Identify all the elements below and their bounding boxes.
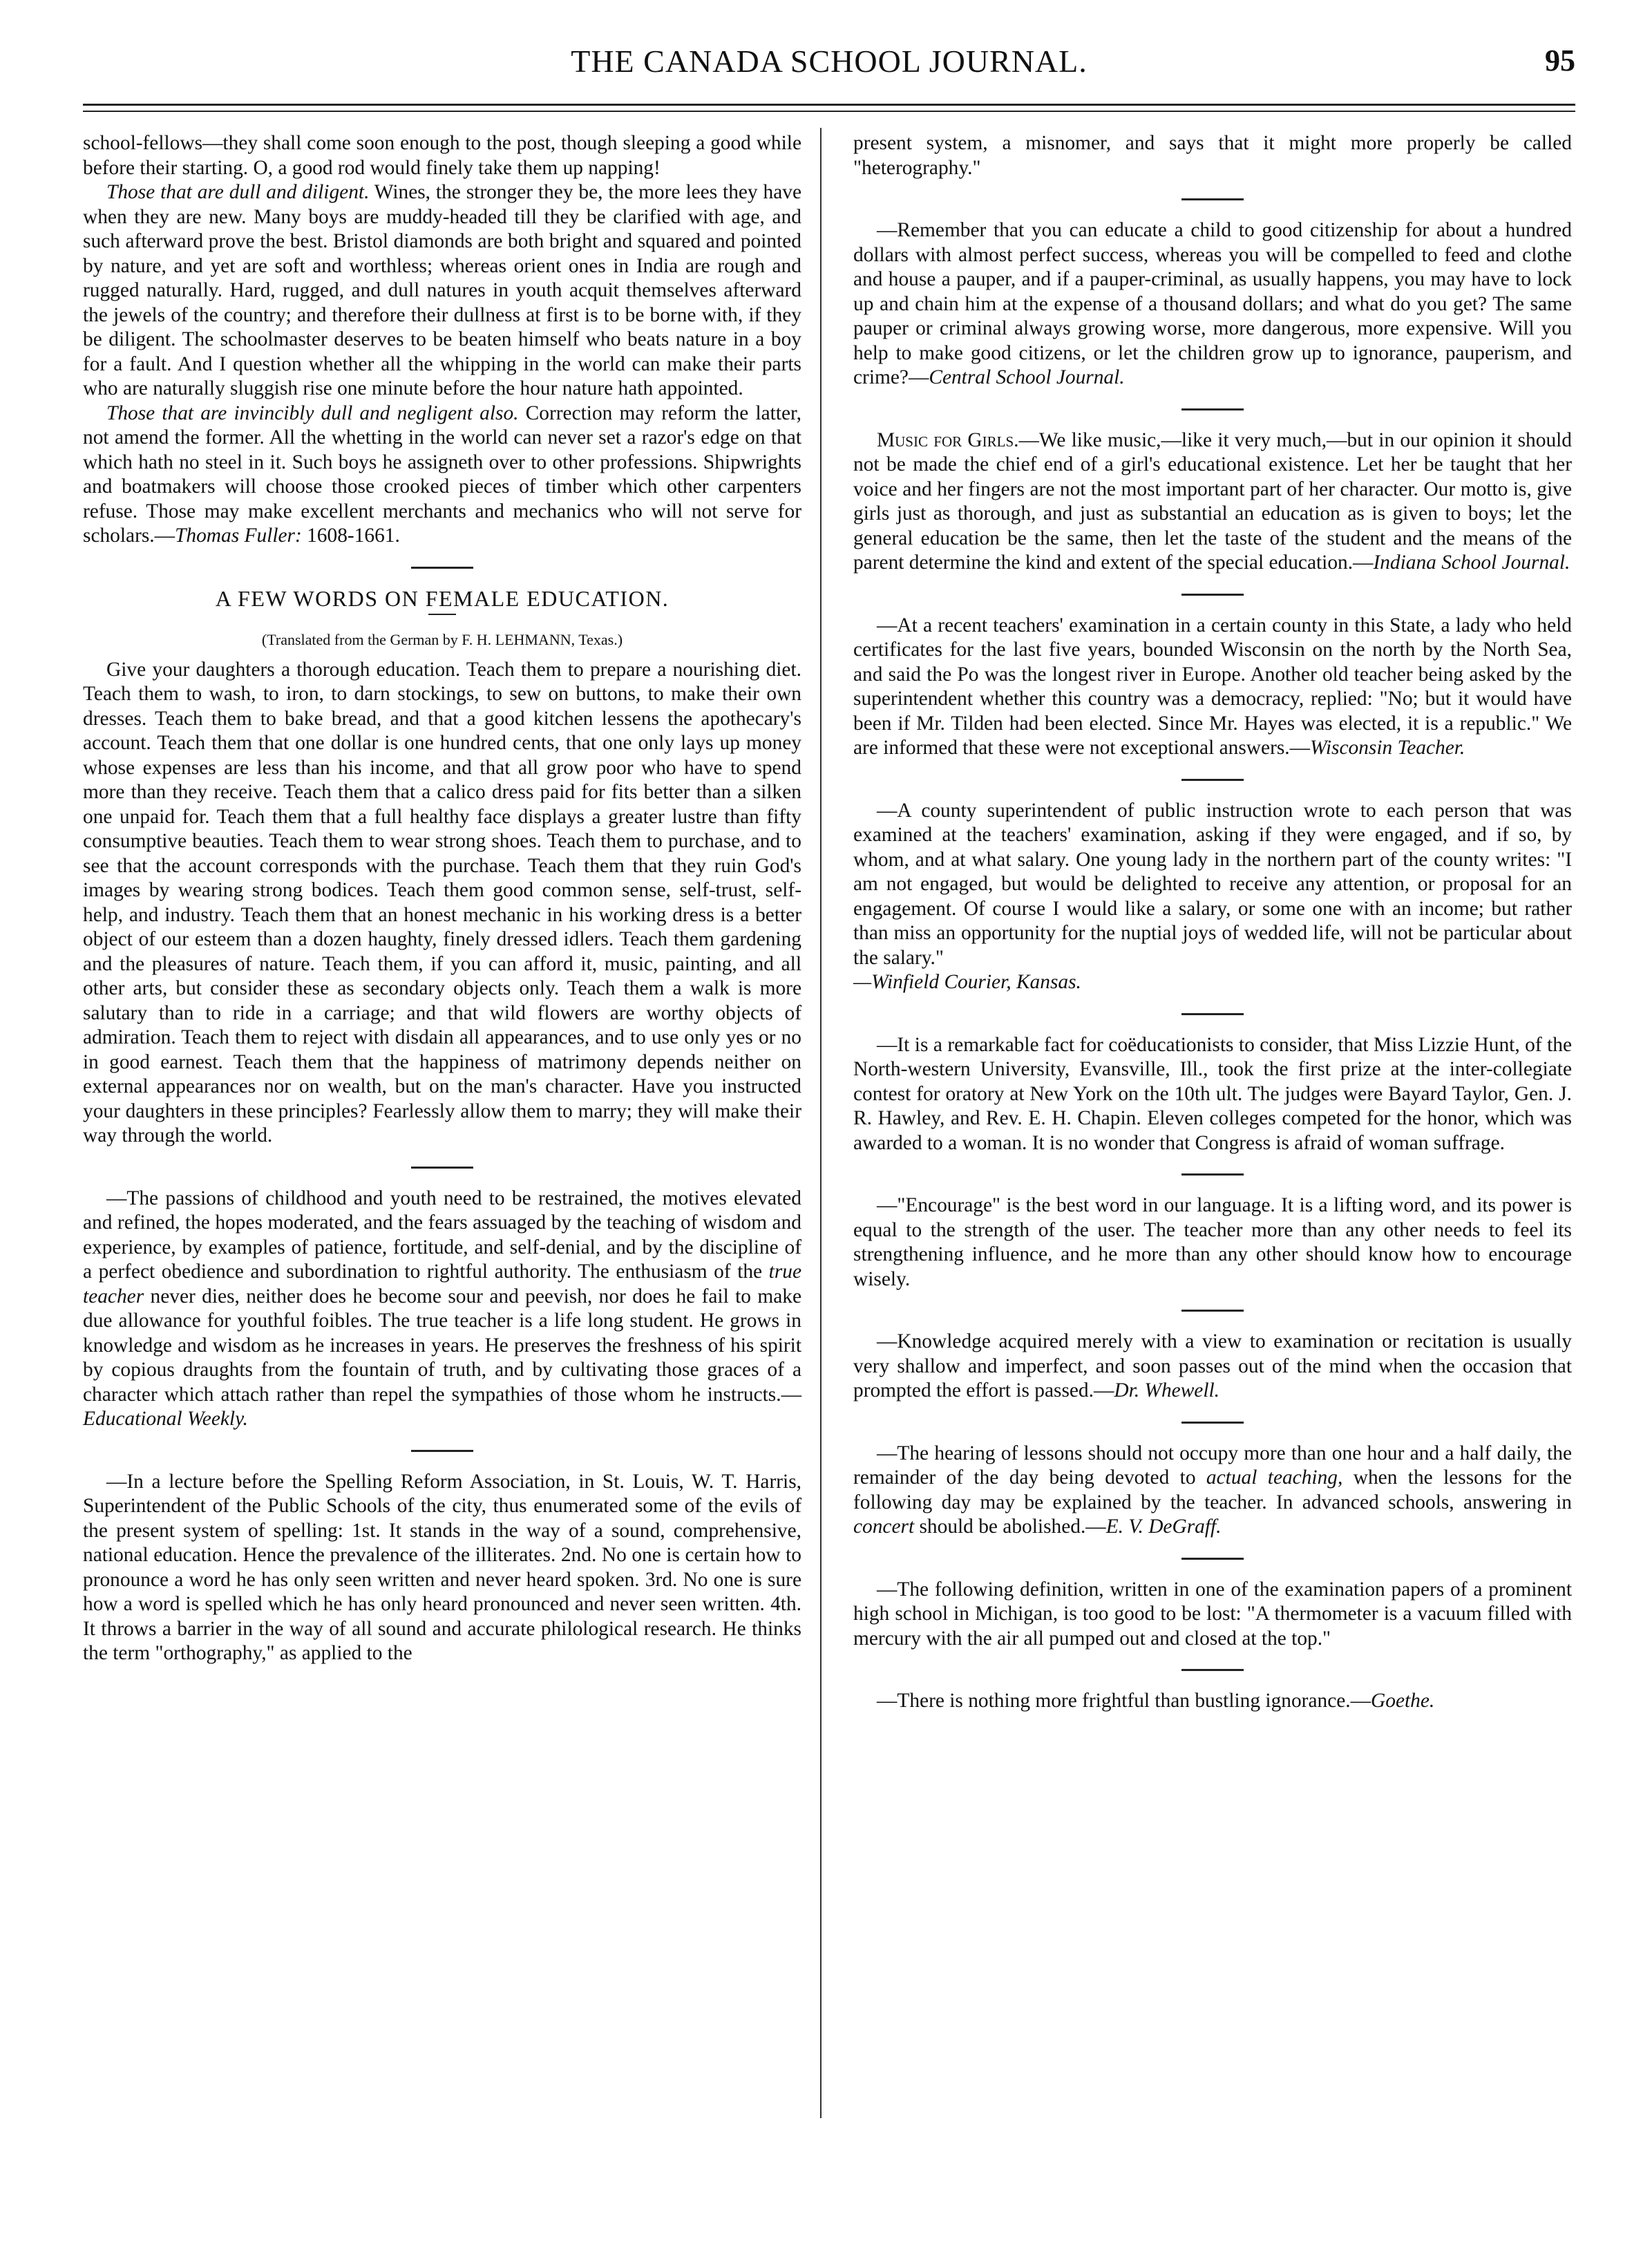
music-lead: Music for Girls. (877, 428, 1019, 451)
fuller-years: 1608-1661. (301, 525, 400, 547)
concert-emphasis: concert (853, 1516, 915, 1538)
citizenship-body (853, 218, 1572, 390)
separator-rule (1181, 779, 1244, 781)
article-knowledge (853, 1330, 1572, 1404)
exam-source: Wisconsin Teacher. (1310, 737, 1465, 759)
article-fuller (83, 131, 801, 549)
spelling-continued-text: present system, a misnomer, and says that it might more properly be called "heterography." (853, 132, 1572, 179)
hearing-text-a: —The hearing of lessons should not occupy more than one hour and a half daily, the remainder of the day being devoted to (853, 1442, 1572, 1489)
definition-body: —The following definition, written in one of the examination papers of a prominent high school in Michigan, is too good to be lost: "A thermometer is a vacuum filled with mercury with the air all pumped out and closed at the top." (853, 1578, 1572, 1650)
article-music-for-girls (853, 428, 1572, 576)
separator-rule (1181, 1013, 1244, 1015)
true-teacher-emphasis: true teacher (83, 1261, 801, 1308)
citizenship-source: Central School Journal. (929, 366, 1125, 388)
article-bustling-ignorance (853, 1689, 1572, 1714)
knowledge-body (853, 1330, 1572, 1404)
separator-rule (1181, 1669, 1244, 1671)
article-passions (83, 1187, 801, 1432)
passions-body (83, 1187, 801, 1432)
citizenship-text: —Remember that you can educate a child to good citizenship for about a hundred dollars with almost perfect success, whereas you will be compelled to feed and clothe and house a pauper, and if a pauper-criminal, as usually happens, you may have to lock up and chain him at the expense of a thousand dollars; and what do you get? The same pauper or criminal always growing worse, more dangerous, more expensive. Will you help to make good citizens, or let the children grow up to ignorance, pauperism, and crime?— (853, 219, 1572, 388)
actual-teaching-emphasis: actual teaching, (1206, 1466, 1343, 1489)
article-heading: A FEW WORDS ON FEMALE EDUCATION. (215, 585, 670, 611)
music-body (853, 428, 1572, 576)
bustling-body (853, 1689, 1572, 1714)
separator-rule (1181, 1422, 1244, 1424)
fuller-p3-lead: Those that are invincibly dull and negligent also. (106, 402, 519, 424)
passions-source: Educational Weekly. (83, 1408, 248, 1430)
hearing-text-c: should be abolished.— (914, 1516, 1106, 1538)
county-source-line (853, 970, 1572, 995)
article-spelling-continued (853, 131, 1572, 180)
separator-rule (1181, 1310, 1244, 1312)
separator-rule (411, 567, 473, 569)
separator-rule (1181, 1558, 1244, 1560)
separator-rule (1181, 1173, 1244, 1176)
article-teachers-exam (853, 614, 1572, 761)
separator-rule (1181, 198, 1244, 200)
article-encourage (853, 1193, 1572, 1292)
right-column (853, 131, 1572, 1718)
page-header (83, 43, 1575, 91)
knowledge-text: —Knowledge acquired merely with a view to examination or recitation is usually very shallow and imperfect, and soon passes out of the mind when the occasion that prompted the effort is passed.— (853, 1330, 1572, 1402)
separator-rule (411, 1450, 473, 1452)
fuller-p3-text: Correction may reform the latter, not amend the former. All the whetting in the world can never set a razor's edge on that which hath no steel in it. Such boys he assigneth over to other professions. Shipwrights and boatmakers will choose those crooked pieces of timber which other carpenters refuse. Those may make excellent merchants and mechanics who will not serve for scholars.— (83, 402, 801, 547)
hearing-text-b: when the lessons for the following day may be explained by the teacher. In advanced schools, answering in (853, 1466, 1572, 1513)
coed-body: —It is a remarkable fact for coëducationists to consider, that Miss Lizzie Hunt, of the North-western University, Evansville, Ill., took the first prize at the inter-collegiate contest for oratory at New York on the 10th ult. The judges were Bayard Taylor, Gen. J. R. Hawley, and Rev. E. H. Chapin. Eleven colleges competed for the honor, which was awarded to a woman. It is no wonder that Congress is afraid of woman suffrage. (853, 1033, 1572, 1154)
encourage-body: —"Encourage" is the best word in our language. It is a lifting word, and its power is equal to the strength of the user. The teacher more than any other needs to feel its strengthening influence, and he more than any other should know how to encourage wisely. (853, 1194, 1572, 1290)
exam-text: —At a recent teachers' examination in a certain county in this State, a lady who held certificates for the last five years, bounded Wisconsin on the north by the North Sea, and said the Po was the longest river in Europe. Another old teacher being asked by the superintendent whether this country was a democracy, replied: "No; but it would have been if Mr. Tilden had been elected. Since Mr. Hayes was elected, it is a republic." We are informed that these were not exceptional answers.— (853, 614, 1572, 759)
left-column (83, 131, 801, 1670)
separator-rule (411, 1167, 473, 1169)
exam-body (853, 614, 1572, 761)
fuller-source: Thomas Fuller: (175, 525, 302, 547)
journal-title: THE CANADA SCHOOL JOURNAL. (571, 44, 1088, 79)
heading-rule (428, 614, 456, 615)
page-number: 95 (1545, 44, 1575, 77)
article-female-education (83, 587, 801, 1149)
article-county-superintendent (853, 799, 1572, 995)
column-divider (820, 128, 822, 2118)
music-text: —We like music,—like it very much,—but in our opinion it should not be made the chief end of a girl's educational existence. Let her be taught that her voice and her fingers are not the most important part of her character. Our motto is, give girls just as thorough, and just as substantial an education as is given to boys; let the general education be the same, then let the taste of the student and the means of the parent determine the kind and extent of the special education.— (853, 428, 1573, 574)
female-education-body: Give your daughters a thorough education. Teach them to prepare a nourishing diet. Teach them to wash, to iron, to darn stockings, to sew on buttons, to make their own dresses. Teach them to bake bread, and that a good kitchen lessens the apothecary's account. Teach them that one dollar is one hundred cents, that one only lays up money whose expenses are less than his income, and that all grow poor who have to spend more than they receive. Teach them that a calico dress paid for fits better than a silken one unpaid for. Teach them that a full healthy face displays a greater lustre than fifty consumptive beauties. Teach them to wear strong shoes. Teach them to purchase, and to see that the account corresponds with the purchase. Teach them that they ruin God's images by wearing strong bodices. Teach them good common sense, self-trust, self-help, and industry. Teach them that an honest mechanic in his working dress is a better object of our esteem than a dozen haughty, finely dressed idlers. Teach them gardening and the pleasures of nature. Teach them, if you can afford it, music, painting, and all other arts, but consider these as secondary objects only. Teach them a walk is more salutary than to ride in a carriage; and that wild flowers are worthy objects of admiration. Teach them to reject with disdain all appearances, and to use only yes or no in good earnest. Teach them that the happiness of matrimony depends neither on external appearances nor on wealth, but on the man's character. Have you instructed your daughters in these principles? Fearlessly allow them to marry; they will make their way through the world. (83, 658, 801, 1146)
passions-text-b: never dies, neither does he become sour and peevish, nor does he fail to make due allowance for youthful foibles. The true teacher is a life long student. He grows in knowledge and wisdom as he increases in years. He preserves the freshness of his spirit by copious draughts from the fountain of truth, and by cultivating those graces of a character which attach rather than repel the sympathies of those whom he instructs.— (83, 1285, 801, 1406)
knowledge-source: Dr. Whewell. (1114, 1379, 1220, 1402)
article-citizenship (853, 218, 1572, 390)
county-body: —A county superintendent of public instruction wrote to each person that was examined at the teachers' examination, asking if they were engaged, and if so, by whom, and at what salary. One young lady in the northern part of the county writes: "I am not engaged, but would be delighted to receive any attention, or proposal for an engagement. Of course I would like a salary, or some one with an income; but rather than miss an opportunity for the nuptial joys of wedded life, will not be particular about the salary." (853, 799, 1572, 969)
header-rule-top (83, 104, 1575, 106)
article-coeducation (853, 1033, 1572, 1156)
spelling-body: —In a lecture before the Spelling Reform Association, in St. Louis, W. T. Harris, Superintendent of the Public Schools of the city, thus enumerated some of the evils of the present system of spelling: 1st. It stands in the way of a sound, comprehensive, national education. Hence the prevalence of the illiterates. 2nd. No one is certain how to pronounce a word he has only seen written and never heard spoken. 3rd. No one is sure how a word is spelled which he has only heard pronounced and never seen written. 4th. It throws a barrier in the way of all sound and accurate philological research. He thinks the term "orthography," as applied to the (83, 1470, 801, 1664)
fuller-paragraph-2 (83, 180, 801, 402)
fuller-p2-text: Wines, the stronger they be, the more lees they have when they are new. Many boys are muddy-headed till they be clarified with age, and such afterward prove the best. Bristol diamonds are both bright and squared and pointed by nature, and yet are soft and worthless; whereas orient ones in India are rough and rugged naturally. Hard, rugged, and dull natures in youth acquit themselves afterward the jewels of the country; and therefore their dullness at first is to be borne with, if they be diligent. The schoolmaster deserves to be beaten himself who beats nature in a boy for a fault. And I question whether all the whipping in the world can make their parts who are naturally sluggish rise one minute before the hour nature hath appointed. (83, 181, 801, 399)
separator-rule (1181, 594, 1244, 596)
header-rule-bottom (83, 111, 1575, 112)
translator-credit: (Translated from the German by F. H. LEHMANN, Texas.) (261, 631, 623, 648)
article-spelling-reform (83, 1470, 801, 1666)
hearing-source: E. V. DeGraff. (1105, 1516, 1222, 1538)
article-definition (853, 1578, 1572, 1652)
bustling-text: —There is nothing more frightful than bustling ignorance.— (877, 1690, 1371, 1712)
fuller-p2-lead: Those that are dull and diligent. (106, 181, 370, 203)
music-source: Indiana School Journal. (1373, 551, 1570, 574)
article-hearing-lessons (853, 1442, 1572, 1540)
bustling-source: Goethe. (1371, 1690, 1435, 1712)
fuller-paragraph-3 (83, 402, 801, 549)
county-source: —Winfield Courier, Kansas. (853, 971, 1081, 993)
passions-text-a: —The passions of childhood and youth need to be restrained, the motives elevated and refined, the hopes moderated, and the fears assuaged by the teaching of wisdom and experience, by examples of patience, fortitude, and self-denial, and by the discipline of a perfect obedience and subordination to rightful authority. The enthusiasm of the (83, 1187, 801, 1283)
hearing-body (853, 1442, 1572, 1540)
separator-rule (1181, 408, 1244, 410)
fuller-paragraph-1: school-fellows—they shall come soon enough to the post, though sleeping a good while before their starting. O, a good rod would finely take them up napping! (83, 132, 801, 179)
